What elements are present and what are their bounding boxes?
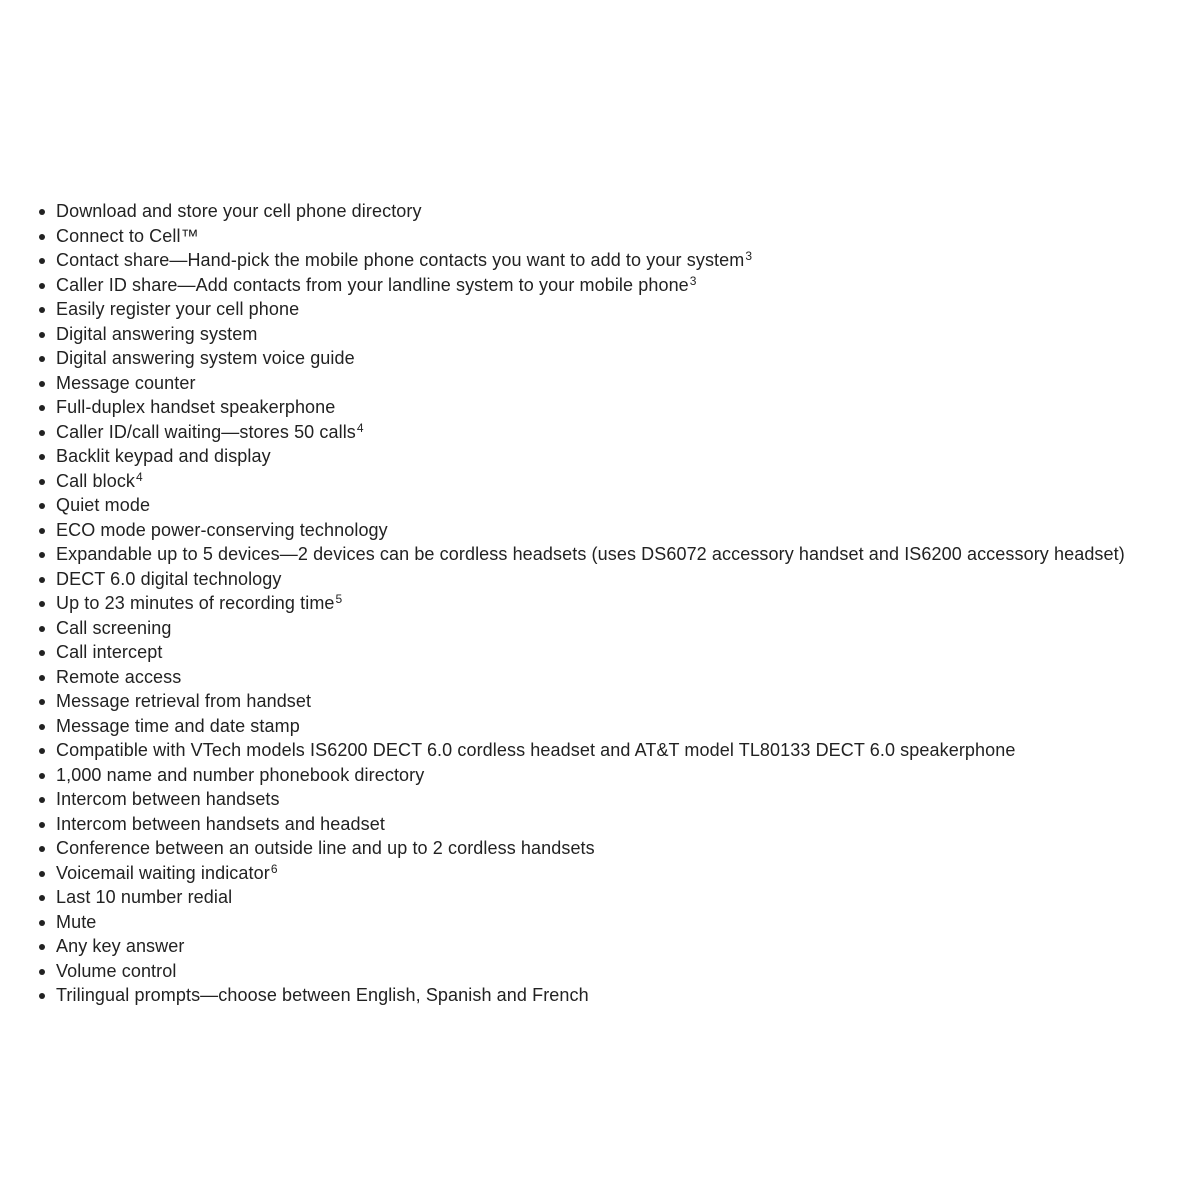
feature-item	[32, 689, 1125, 714]
feature-text: Mute	[56, 911, 97, 932]
feature-item	[32, 812, 1125, 837]
footnote-marker: 6	[270, 861, 278, 876]
feature-text: Download and store your cell phone directory	[56, 201, 422, 221]
feature-item	[32, 934, 1125, 959]
footnote-marker: 3	[689, 273, 697, 288]
feature-item	[32, 248, 1125, 273]
footnote-marker: 4	[356, 420, 364, 435]
feature-item	[32, 959, 1125, 984]
feature-item	[32, 910, 1125, 935]
feature-text: DECT 6.0 digital technology	[56, 568, 282, 589]
feature-item	[32, 322, 1125, 347]
footnote-marker: 5	[335, 592, 343, 606]
feature-text: Easily register your cell phone	[56, 299, 300, 319]
feature-list	[32, 199, 1125, 1008]
feature-text: Compatible with VTech models IS6200 DECT 6.0 cordless headset and AT&T model TL80133 DECT 6.0 speakerphone	[56, 740, 1016, 760]
feature-item	[32, 199, 1125, 224]
feature-item	[32, 224, 1125, 249]
feature-item	[32, 787, 1125, 812]
feature-item	[32, 371, 1125, 396]
feature-text: Message time and date stamp	[56, 715, 300, 736]
feature-text: Quiet mode	[56, 495, 151, 515]
feature-item	[32, 273, 1125, 298]
feature-text: Connect to Cell™	[56, 225, 199, 246]
feature-text: Call intercept	[56, 642, 163, 662]
feature-item	[32, 885, 1125, 910]
feature-item	[32, 444, 1125, 469]
feature-item	[32, 983, 1125, 1008]
feature-item	[32, 861, 1125, 886]
feature-text: Caller ID share—Add contacts from your landline system to your mobile phone	[56, 274, 689, 295]
feature-item	[32, 395, 1125, 420]
feature-text: Contact share—Hand-pick the mobile phone contacts you want to add to your system	[56, 250, 745, 270]
feature-text: Message retrieval from handset	[56, 691, 312, 711]
feature-text: Trilingual prompts—choose between English, Spanish and French	[56, 985, 589, 1005]
feature-item	[32, 469, 1125, 494]
footnote-marker: 4	[136, 469, 143, 484]
feature-text: Voicemail waiting indicator	[56, 862, 270, 883]
feature-item	[32, 346, 1125, 371]
feature-text: Conference between an outside line and up to 2 cordless handsets	[56, 838, 595, 858]
feature-text: Message counter	[56, 372, 196, 393]
feature-item	[32, 542, 1125, 567]
feature-item	[32, 591, 1125, 616]
feature-item	[32, 738, 1125, 763]
feature-text: Last 10 number redial	[56, 887, 233, 907]
feature-text: 1,000 name and number phonebook directory	[56, 764, 425, 785]
feature-text: Caller ID/call waiting—stores 50 calls	[56, 421, 356, 442]
feature-text: Volume control	[56, 960, 177, 981]
feature-text: Call block	[56, 470, 136, 491]
feature-item	[32, 567, 1125, 592]
feature-item	[32, 616, 1125, 641]
feature-text: Any key answer	[56, 936, 185, 956]
feature-text: Full-duplex handset speakerphone	[56, 397, 336, 417]
feature-item	[32, 714, 1125, 739]
feature-item	[32, 420, 1125, 445]
feature-text: Backlit keypad and display	[56, 446, 271, 466]
feature-item	[32, 640, 1125, 665]
feature-text: Intercom between handsets and headset	[56, 813, 385, 834]
feature-text: Up to 23 minutes of recording time	[56, 593, 335, 613]
feature-item	[32, 493, 1125, 518]
feature-text: Digital answering system	[56, 323, 258, 344]
feature-item	[32, 665, 1125, 690]
feature-item	[32, 836, 1125, 861]
feature-text: Digital answering system voice guide	[56, 348, 355, 368]
feature-item	[32, 763, 1125, 788]
feature-item	[32, 297, 1125, 322]
feature-item	[32, 518, 1125, 543]
feature-text: Expandable up to 5 devices—2 devices can be cordless headsets (uses DS6072 accessory handset and IS6200 accessory headset)	[56, 544, 1125, 564]
footnote-marker: 3	[745, 249, 753, 263]
feature-text: Intercom between handsets	[56, 789, 280, 809]
feature-text: Remote access	[56, 666, 182, 687]
feature-text: ECO mode power-conserving technology	[56, 519, 388, 540]
feature-text: Call screening	[56, 617, 172, 638]
